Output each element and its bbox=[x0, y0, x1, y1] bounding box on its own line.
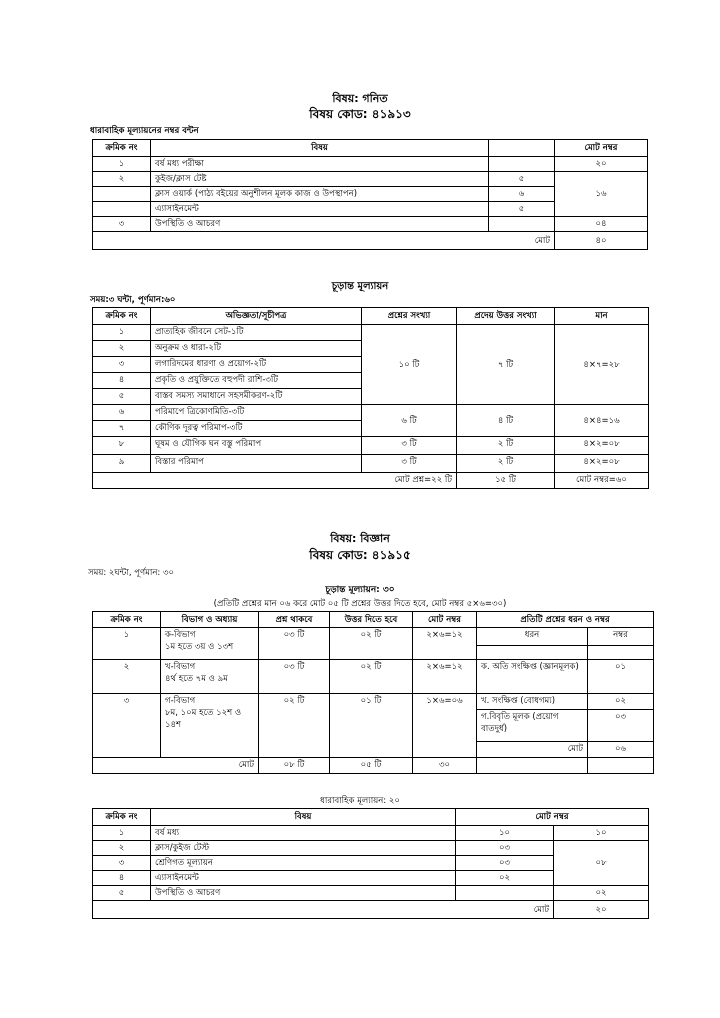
header-cell: মোট নম্বর bbox=[413, 612, 477, 628]
table-cell: খ. সংক্ষিপ্ত (বোধগম্য) bbox=[477, 694, 588, 710]
header-cell: উত্তর দিতে হবে bbox=[330, 612, 413, 628]
science-subject-title: বিষয়: বিজ্ঞান bbox=[330, 532, 390, 545]
table-cell: ০৪ bbox=[555, 217, 648, 232]
table-cell: ক. অতি সংক্ষিপ্ত (জ্ঞানমূলক) bbox=[477, 660, 588, 694]
science-final-heading: চূড়ান্ত মূল্যায়ন: ৩০ bbox=[325, 585, 395, 595]
table-cell: ২০ bbox=[555, 157, 648, 172]
table-cell: ১ bbox=[93, 157, 151, 172]
header-cell: প্রশ্ন থাকবে bbox=[259, 612, 330, 628]
table-cell: ১×৬=০৬ bbox=[413, 694, 477, 758]
section-label: গ-বিভাগ bbox=[165, 696, 196, 706]
table-cell: ১ bbox=[93, 325, 151, 341]
table-cell: লগারিদমের ধারণা ও প্রয়োগ-২টি bbox=[151, 357, 362, 373]
table-cell: ৫ bbox=[93, 886, 151, 901]
table-cell: ৯ bbox=[93, 455, 151, 473]
table-cell: ৫ bbox=[93, 389, 151, 405]
table-cell: শ্রেণিগত মূল্যায়ন bbox=[151, 856, 456, 871]
table-cell: ২ টি bbox=[457, 455, 555, 473]
table-cell: ৪×২=০৮ bbox=[555, 455, 649, 473]
header-cell: মোট নম্বর bbox=[456, 809, 649, 826]
total-value: ২০ bbox=[554, 901, 649, 919]
table-cell: ০২ bbox=[554, 886, 649, 901]
table-cell: ৩ bbox=[93, 357, 151, 373]
science-ca-table bbox=[92, 808, 649, 919]
math-ca-heading: ধারাবাহিক মূল্যায়নের নম্বর বন্টন bbox=[90, 126, 199, 136]
total-label: মোট bbox=[93, 901, 554, 919]
table-cell: ৭ bbox=[93, 421, 151, 437]
math-subject-title: বিষয়: গনিত bbox=[332, 92, 388, 105]
header-cell: ক্রমিক নং bbox=[93, 612, 161, 628]
science-ca-heading: ধারাবাহিক মূল্যায়ন: ২০ bbox=[320, 796, 400, 806]
table-cell: বিস্তার পরিমাপ bbox=[151, 455, 362, 473]
table-cell: উপস্থিতি ও আচরণ bbox=[151, 217, 489, 232]
table-cell: এ্যাসাইনমেন্ট bbox=[151, 202, 489, 217]
header-cell: অভিজ্ঞতা/সূচীপত্র bbox=[151, 308, 362, 325]
total-label: মোট bbox=[93, 232, 555, 250]
table-cell: প্রাত্যহিক জীবনে সেট-১টি bbox=[151, 325, 362, 341]
table-cell: মোট bbox=[477, 742, 588, 758]
table-cell: কুইজ/ক্লাস টেষ্ট bbox=[151, 172, 489, 187]
table-cell bbox=[161, 660, 259, 694]
table-cell: ৪ bbox=[93, 871, 151, 886]
table-cell: ০২ টি bbox=[330, 660, 413, 694]
table-cell: ০১ টি bbox=[330, 694, 413, 758]
table-cell: ২ bbox=[93, 841, 151, 856]
table-cell: ২ bbox=[93, 660, 161, 694]
table-cell: পরিমাপে ত্রিকোণমিতি-৩টি bbox=[151, 405, 362, 421]
table-cell: ক্লাস ওয়ার্ক (পাঠ্য বইয়ের অনুশীলন মূলক কাজ ও উপস্থাপন) bbox=[151, 187, 489, 202]
table-cell: অনুক্রম ও ধারা-২টি bbox=[151, 341, 362, 357]
header-cell: মোট নম্বর bbox=[555, 140, 648, 157]
section-label: ক-বিভাগ bbox=[165, 630, 196, 640]
table-cell: ১ bbox=[93, 628, 161, 660]
table-cell: ২×৬=১২ bbox=[413, 628, 477, 660]
table-cell bbox=[93, 202, 151, 217]
table-cell: ০৩ bbox=[588, 710, 654, 742]
table-cell bbox=[489, 217, 555, 232]
subheader-cell: ধরন bbox=[477, 628, 588, 646]
table-cell: এ্যাসাইনমেন্ট bbox=[151, 871, 456, 886]
table-cell bbox=[456, 886, 554, 901]
table-cell: ১০ টি bbox=[362, 325, 457, 405]
table-cell: ২×৬=১২ bbox=[413, 660, 477, 694]
header-cell: ক্রমিক নং bbox=[93, 140, 151, 157]
table-cell: বর্ষ মধ্য পরীক্ষা bbox=[151, 157, 489, 172]
math-time-marks: সময়:৩ ঘন্টা, পূর্ণমান:৬০ bbox=[90, 295, 176, 305]
table-cell: ৪ bbox=[93, 373, 151, 389]
table-cell: ৩ bbox=[93, 856, 151, 871]
table-cell: ০২ টি bbox=[330, 628, 413, 660]
table-cell: ৩ টি bbox=[362, 437, 457, 455]
table-cell: গ.বিবৃতি মূলক (প্রয়োগ বাতদুর্ধ) bbox=[477, 710, 588, 742]
table-cell: ৪×৪=১৬ bbox=[555, 405, 649, 437]
table-cell: ০২ bbox=[456, 871, 554, 886]
header-cell bbox=[489, 140, 555, 157]
table-cell bbox=[588, 646, 654, 660]
table-cell: ২ bbox=[93, 341, 151, 357]
section-label: খ-বিভাগ bbox=[165, 662, 196, 672]
chapter-range: ৮ম, ১০ম হতে ১২শ ও ১৪শ bbox=[165, 708, 242, 730]
table-cell: ১ bbox=[93, 826, 151, 841]
total-label: মোট bbox=[93, 758, 259, 774]
table-cell: ২ bbox=[93, 172, 151, 187]
table-cell: ১০ bbox=[554, 826, 649, 841]
science-final-note: (প্রতিটি প্রশ্নের মান ০৬ করে মোট ০৫ টি প্রশ্নের উত্তর দিতে হবে, মোট নম্বর ৫×৬=৩০) bbox=[213, 599, 507, 609]
table-cell: উপস্থিতি ও আচরণ bbox=[151, 886, 456, 901]
table-cell bbox=[588, 758, 654, 774]
table-cell: ঘূষম ও যৌগিক ঘন বস্তু পরিমাপ bbox=[151, 437, 362, 455]
header-cell: বিষয় bbox=[151, 140, 489, 157]
table-cell: ৪×৭=২৮ bbox=[555, 325, 649, 405]
table-cell: ০৬ bbox=[588, 742, 654, 758]
table-cell: ০৩ bbox=[456, 841, 554, 856]
total-questions: মোট প্রশ্ন=২২ টি bbox=[93, 473, 457, 489]
table-cell: ০২ টি bbox=[259, 694, 330, 758]
table-cell: ৮ bbox=[93, 437, 151, 455]
total-marks: ৩০ bbox=[413, 758, 477, 774]
table-cell: ৩ টি bbox=[362, 455, 457, 473]
table-cell: ১৬ bbox=[555, 172, 648, 217]
table-cell: ২ টি bbox=[457, 437, 555, 455]
table-cell: ০৩ টি bbox=[259, 628, 330, 660]
total-marks: মোট নম্বর=৬০ bbox=[555, 473, 649, 489]
table-cell: ০১ bbox=[588, 660, 654, 694]
table-cell: ০৩ bbox=[456, 856, 554, 871]
header-cell: প্রদেয় উত্তর সংখ্যা bbox=[457, 308, 555, 325]
table-cell: ০৩ টি bbox=[259, 660, 330, 694]
table-cell: ১০ bbox=[456, 826, 554, 841]
total-questions: ০৮ টি bbox=[259, 758, 330, 774]
science-subject-code: বিষয় কোড: ৪১৯১৫ bbox=[309, 548, 411, 562]
table-cell: ৬ bbox=[489, 187, 555, 202]
table-cell: ৬ bbox=[93, 405, 151, 421]
total-value: ৪০ bbox=[555, 232, 648, 250]
table-cell: ৬ টি bbox=[362, 405, 457, 437]
chapter-range: ৪র্থ হতে ৭ম ও ৯ম bbox=[165, 674, 228, 684]
table-cell: ০৮ bbox=[554, 841, 649, 886]
header-cell: বিভাগ ও অধ্যায় bbox=[161, 612, 259, 628]
science-time-marks: সময়: ২ঘন্টা, পূর্ণমান: ৩০ bbox=[88, 568, 175, 578]
header-cell: প্রতিটি প্রশ্নের ধরন ও নম্বর bbox=[477, 612, 654, 628]
table-cell: ৫ bbox=[489, 172, 555, 187]
table-cell: ৩ bbox=[93, 694, 161, 758]
header-cell: ক্রমিক নং bbox=[93, 809, 151, 826]
table-cell: প্রকৃতি ও প্রযুক্তিতে বহুপদী রাশি-৩টি bbox=[151, 373, 362, 389]
header-cell: ক্রমিক নং bbox=[93, 308, 151, 325]
table-cell: বাস্তব সমস্য সমাধানে সহসমীকরণ-২টি bbox=[151, 389, 362, 405]
math-subject-code: বিষয় কোড: ৪১৯১৩ bbox=[309, 107, 411, 121]
table-cell bbox=[161, 694, 259, 758]
table-cell: ৩ bbox=[93, 217, 151, 232]
math-ca-table bbox=[92, 139, 648, 250]
chapter-range: ১ম হতে ৩য় ও ১৩শ bbox=[165, 642, 234, 652]
math-final-table bbox=[92, 307, 649, 489]
table-cell bbox=[93, 187, 151, 202]
table-cell: ৪×২=০৮ bbox=[555, 437, 649, 455]
header-cell: প্রশ্নের সংখ্যা bbox=[362, 308, 457, 325]
table-cell bbox=[477, 758, 588, 774]
table-cell bbox=[477, 646, 588, 660]
header-cell: মান bbox=[555, 308, 649, 325]
table-cell: ৫ bbox=[489, 202, 555, 217]
table-cell: ৭ টি bbox=[457, 325, 555, 405]
science-final-table bbox=[92, 611, 654, 774]
table-cell: কৌণিক দূরত্ব পরিমাপ-৩টি bbox=[151, 421, 362, 437]
table-cell: ০২ bbox=[588, 694, 654, 710]
subheader-cell: নম্বর bbox=[588, 628, 654, 646]
total-answers: ১৫ টি bbox=[457, 473, 555, 489]
table-cell: ৪ টি bbox=[457, 405, 555, 437]
table-cell: বর্ষ মধ্য bbox=[151, 826, 456, 841]
header-cell: বিষয় bbox=[151, 809, 456, 826]
table-cell: ক্লাস/কুইজ টেস্ট bbox=[151, 841, 456, 856]
table-cell bbox=[161, 628, 259, 660]
total-answers: ০৫ টি bbox=[330, 758, 413, 774]
table-cell bbox=[489, 157, 555, 172]
math-final-heading: চূড়ান্ত মূল্যায়ন bbox=[331, 281, 389, 292]
